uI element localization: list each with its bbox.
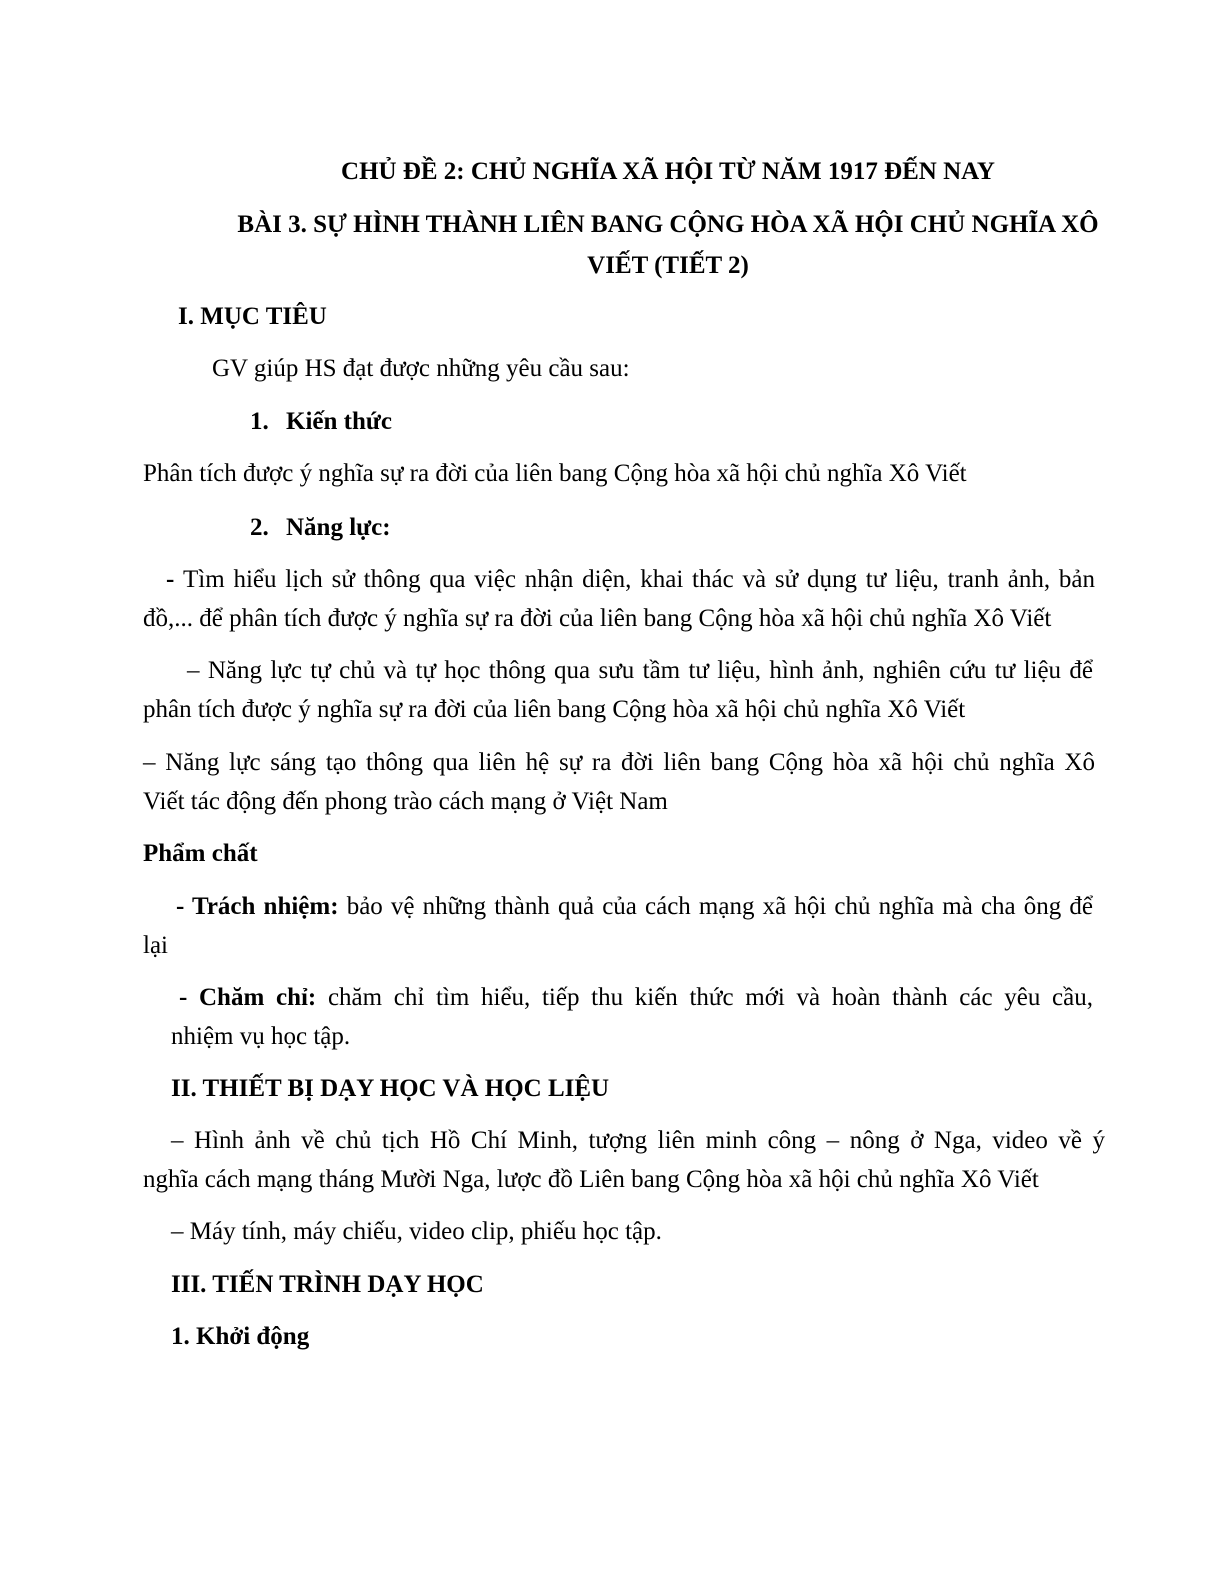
topic-title: CHỦ ĐỀ 2: CHỦ NGHĨA XÃ HỘI TỪ NĂM 1917 ĐẾN NAY bbox=[341, 158, 995, 185]
section-2-heading: II. THIẾT BỊ DẠY HỌC VÀ HỌC LIỆU bbox=[171, 1075, 610, 1102]
competence-number: 2. bbox=[250, 514, 269, 541]
quality-item-1-label: - Trách nhiệm: bbox=[176, 893, 339, 920]
competence-item-1-bullet: - bbox=[166, 566, 175, 593]
competence-item-2-line-1: – Năng lực tự chủ và tự học thông qua sưu tầm tư liệu, hình ảnh, nghiên cứu tư liệu để bbox=[187, 657, 1093, 684]
quality-item-2-text: chăm chỉ tìm hiểu, tiếp thu kiến thức mới và hoàn thành các yêu cầu, bbox=[327, 984, 1093, 1011]
knowledge-text: Phân tích được ý nghĩa sự ra đời của liên bang Cộng hòa xã hội chủ nghĩa Xô Viết bbox=[143, 460, 967, 487]
competence-item-3-line-1: – Năng lực sáng tạo thông qua liên hệ sự ra đời liên bang Cộng hòa xã hội chủ nghĩa Xô bbox=[143, 749, 1095, 776]
competence-item-3-line-2: Viết tác động đến phong trào cách mạng ở Việt Nam bbox=[143, 788, 668, 815]
equipment-item-2: – Máy tính, máy chiếu, video clip, phiếu học tập. bbox=[171, 1218, 662, 1245]
lesson-title-line-1: BÀI 3. SỰ HÌNH THÀNH LIÊN BANG CỘNG HÒA XÃ HỘI CHỦ NGHĨA XÔ bbox=[237, 211, 1099, 238]
quality-item-1-line-1 bbox=[176, 892, 1093, 922]
quality-item-1-text: bảo vệ những thành quả của cách mạng xã hội chủ nghĩa mà cha ông để bbox=[346, 893, 1094, 920]
equipment-item-1-line-2: nghĩa cách mạng tháng Mười Nga, lược đồ Liên bang Cộng hòa xã hội chủ nghĩa Xô Viết bbox=[143, 1166, 1039, 1193]
competence-heading: Năng lực: bbox=[286, 514, 391, 541]
quality-item-1-line-2: lại bbox=[143, 932, 168, 959]
section-3-subheading: 1. Khởi động bbox=[171, 1323, 310, 1350]
quality-item-2-line-2: nhiệm vụ học tập. bbox=[171, 1023, 351, 1050]
quality-item-2-line-1 bbox=[179, 983, 1093, 1013]
section-3-heading: III. TIẾN TRÌNH DẠY HỌC bbox=[171, 1271, 484, 1298]
qualities-heading: Phẩm chất bbox=[143, 840, 258, 867]
section-1-intro: GV giúp HS đạt được những yêu cầu sau: bbox=[212, 355, 630, 382]
lesson-title-line-2: VIẾT (TIẾT 2) bbox=[587, 252, 749, 279]
competence-item-1-line-2: đồ,... để phân tích được ý nghĩa sự ra đời của liên bang Cộng hòa xã hội chủ nghĩa Xô Viết bbox=[143, 605, 1052, 632]
knowledge-heading: Kiến thức bbox=[286, 408, 392, 435]
competence-item-2-line-2: phân tích được ý nghĩa sự ra đời của liên bang Cộng hòa xã hội chủ nghĩa Xô Viết bbox=[143, 696, 966, 723]
knowledge-number: 1. bbox=[250, 408, 269, 435]
quality-item-2-label: - Chăm chỉ: bbox=[179, 984, 317, 1011]
competence-item-1-line-1: Tìm hiểu lịch sử thông qua việc nhận diện, khai thác và sử dụng tư liệu, tranh ảnh, bản bbox=[183, 566, 1095, 593]
section-1-heading: I. MỤC TIÊU bbox=[178, 303, 327, 330]
equipment-item-1-line-1: – Hình ảnh về chủ tịch Hồ Chí Minh, tượng liên minh công – nông ở Nga, video về ý bbox=[171, 1127, 1105, 1154]
